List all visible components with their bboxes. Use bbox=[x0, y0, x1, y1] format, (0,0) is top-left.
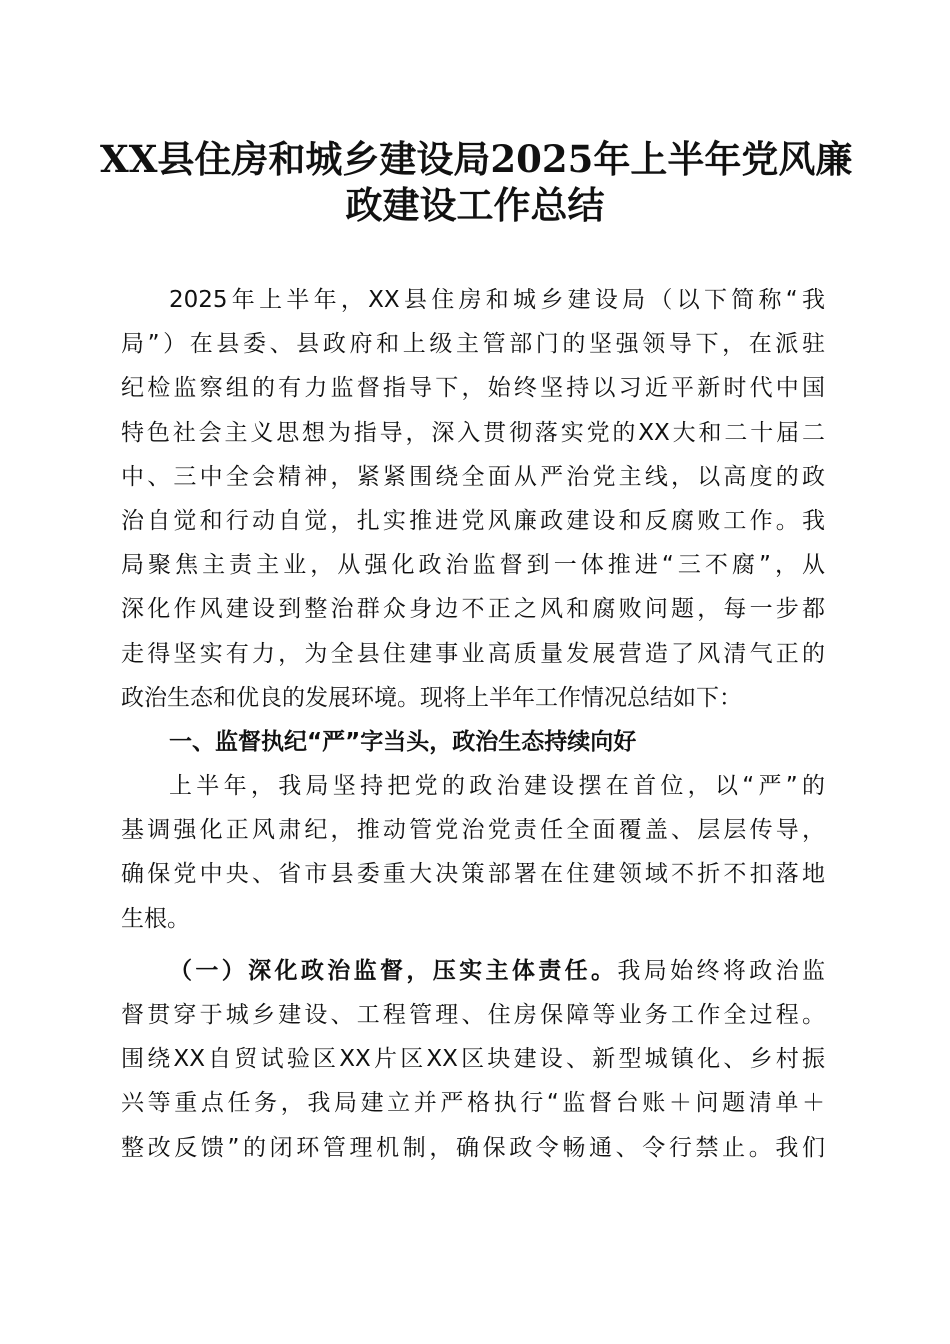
paragraph-3-line: 督贯穿于城乡建设、工程管理、住房保障等业务工作全过程。 bbox=[121, 1002, 825, 1028]
paragraph-1-line: 治自觉和行动自觉，扎实推进党风廉政建设和反腐败工作。我 bbox=[121, 507, 825, 534]
paragraph-1-line: 特色社会主义思想为指导，深入贯彻落实党的XX大和二十届二 bbox=[121, 419, 825, 446]
paragraph-2-line: 基调强化正风肃纪，推动管党治党责任全面覆盖、层层传导， bbox=[121, 817, 825, 844]
paragraph-1-line: 深化作风建设到整治群众身边不正之风和腐败问题，每一步都 bbox=[121, 596, 825, 623]
paragraph-3-line: 兴等重点任务，我局建立并严格执行“监督台账＋问题清单＋ bbox=[121, 1090, 825, 1117]
paragraph-1-line: 政治生态和优良的发展环境。现将上半年工作情况总结如下： bbox=[121, 684, 742, 711]
paragraph-2-line: 确保党中央、省市县委重大决策部署在住建领域不折不扣落地 bbox=[121, 861, 825, 888]
paragraph-1-line: 中、三中全会精神，紧紧围绕全面从严治党主线，以高度的政 bbox=[121, 463, 825, 490]
paragraph-3-first-rest: 我局始终将政治监 bbox=[617, 957, 825, 984]
document-body bbox=[121, 278, 825, 1170]
title-line-2: 政建设工作总结 bbox=[345, 183, 605, 227]
paragraph-3-line: 整改反馈”的闭环管理机制，确保政令畅通、令行禁止。我们 bbox=[121, 1134, 825, 1161]
paragraph-1-line: 纪检监察组的有力监督指导下，始终坚持以习近平新时代中国 bbox=[121, 375, 825, 402]
paragraph-3-line: 围绕XX自贸试验区XX片区XX区块建设、新型城镇化、乡村振 bbox=[121, 1046, 825, 1073]
title-line-1: XX县住房和城乡建设局2025年上半年党风廉 bbox=[100, 137, 853, 181]
paragraph-1-line: 局”）在县委、县政府和上级主管部门的坚强领导下，在派驻 bbox=[121, 331, 825, 358]
document-title bbox=[100, 136, 853, 228]
paragraph-2-line: 上半年，我局坚持把党的政治建设摆在首位，以“严”的 bbox=[169, 773, 825, 800]
subheading-1: （一）深化政治监督，压实主体责任。 bbox=[169, 957, 618, 984]
paragraph-1-line: 2025年上半年，XX县住房和城乡建设局（以下简称“我 bbox=[169, 287, 825, 313]
paragraph-3-first-line bbox=[121, 949, 825, 993]
paragraph-2-line: 生根。 bbox=[121, 905, 190, 932]
section-heading-1: 一、监督执纪“严”字当头，政治生态持续向好 bbox=[169, 728, 637, 755]
paragraph-1-line: 局聚焦主责主业，从强化政治监督到一体推进“三不腐”，从 bbox=[121, 552, 825, 579]
paragraph-1-line: 走得坚实有力，为全县住建事业高质量发展营造了风清气正的 bbox=[121, 640, 825, 667]
